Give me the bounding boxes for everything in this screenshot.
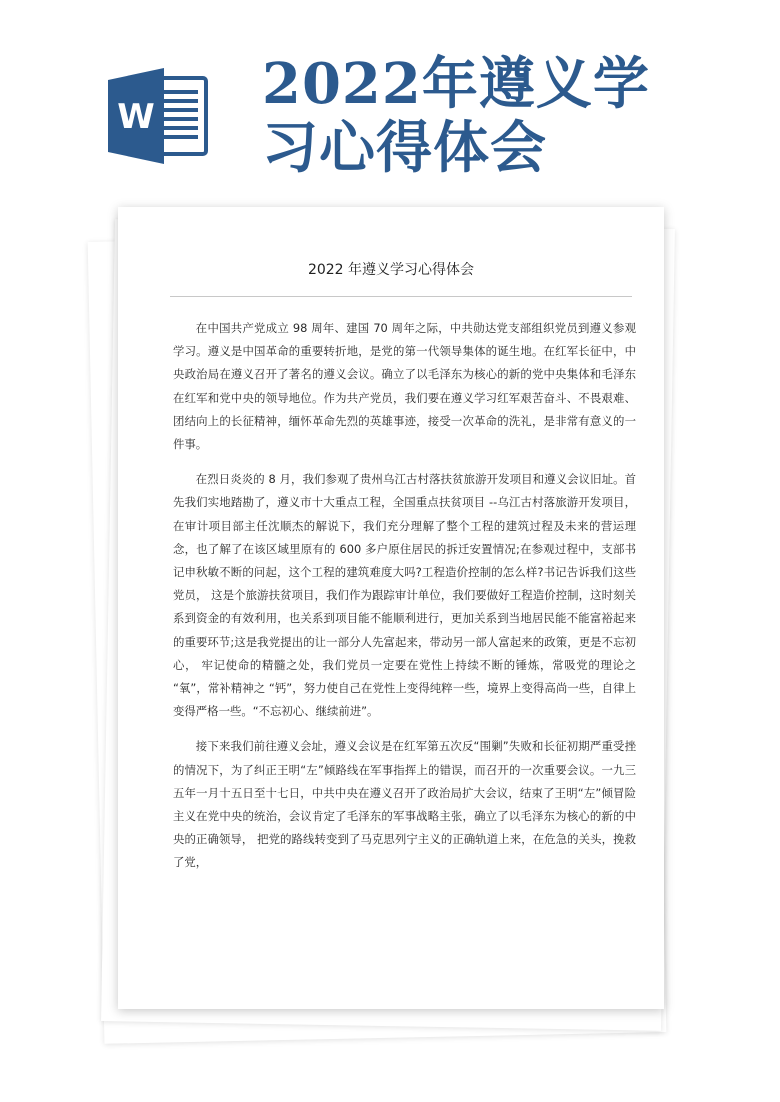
word-icon: [108, 68, 210, 164]
paragraph-3: 接下来我们前往遵义会址，遵义会议是在红军第五次反“围剿”失败和长征初期严重受挫的情况下，为了纠正王明“左”倾路线在军事指挥上的错误，而召开的一次重要会议。一九三五年一月十五日至十七日，中共中央在遵义召开了政治局扩大会议，结束了王明“左”倾冒险主义在党中央的统治，会议肯定了毛泽东的军事战略主张，确立了以毛泽东为核心的新的中央的正确领导， 把党的路线转变到了马克思列宁主义的正确轨道上来，在危急的关头，挽救了党，: [173, 739, 636, 870]
paragraph-2: 在烈日炎炎的 8 月，我们参观了贵州乌江古村落扶贫旅游开发项目和遵义会议旧址。首先我们实地踏勘了，遵义市十大重点工程，全国重点扶贫项目 --乌江古村落旅游开发项目，在审计项目部主任沈顺杰的解说下，我们充分理解了整个工程的建筑过程及未来的营运理念，也了解了在该区域里原有的 600 多户原住居民的拆迁安置情况;在参观过程中，支部书记申秋敏不断的问起，这个工程的建筑难度大吗?工程造价控制的怎么样?书记告诉我们这些党员， 这是个旅游扶贫项目，我们作为跟踪审计单位，我们要做好工程造价控制，这时刻关系到资金的有效利用，也关系到项目能不能顺利进行，更加关系到当地居民能不能富裕起来的重要环节;这是我党提出的让一部分人先富起来，带动另一部人富起来的政策，更是不忘初心， 牢记使命的精髓之处，我们党员一定要在党性上持续不断的锤炼，常吸党的理论之 “氧”，常补精神之 “钙”，努力使自己在党性上变得纯粹一些，境界上变得高尚一些，自律上变得严格一些。“不忘初心、继续前进”。: [173, 472, 636, 719]
paragraph-1: 在中国共产党成立 98 周年、建国 70 周年之际，中共勋达党支部组织党员到遵义参观学习。遵义是中国革命的重要转折地，是党的第一代领导集体的诞生地。在红军长征中，中央政治局在遵义召开了著名的遵义会议。确立了以毛泽东为核心的新的党中央集体和毛泽东在红军和党中央的领导地位。作为共产党员，我们要在遵义学习红军艰苦奋斗、不畏艰难、团结向上的长征精神，缅怀革命先烈的英雄事迹，接受一次革命的洗礼，是非常有意义的一件事。: [173, 321, 636, 452]
title-divider: [170, 296, 632, 297]
document-title: 2022 年遵义学习心得体会: [307, 262, 475, 278]
cover-title-line-2: 习心得体会: [262, 115, 547, 181]
document-page: [118, 207, 664, 1009]
cover-title: [262, 52, 650, 180]
document-body: [173, 317, 636, 887]
cover-title-line-1: 2022年遵义学: [262, 51, 650, 117]
word-logo-letter: W: [117, 97, 155, 137]
